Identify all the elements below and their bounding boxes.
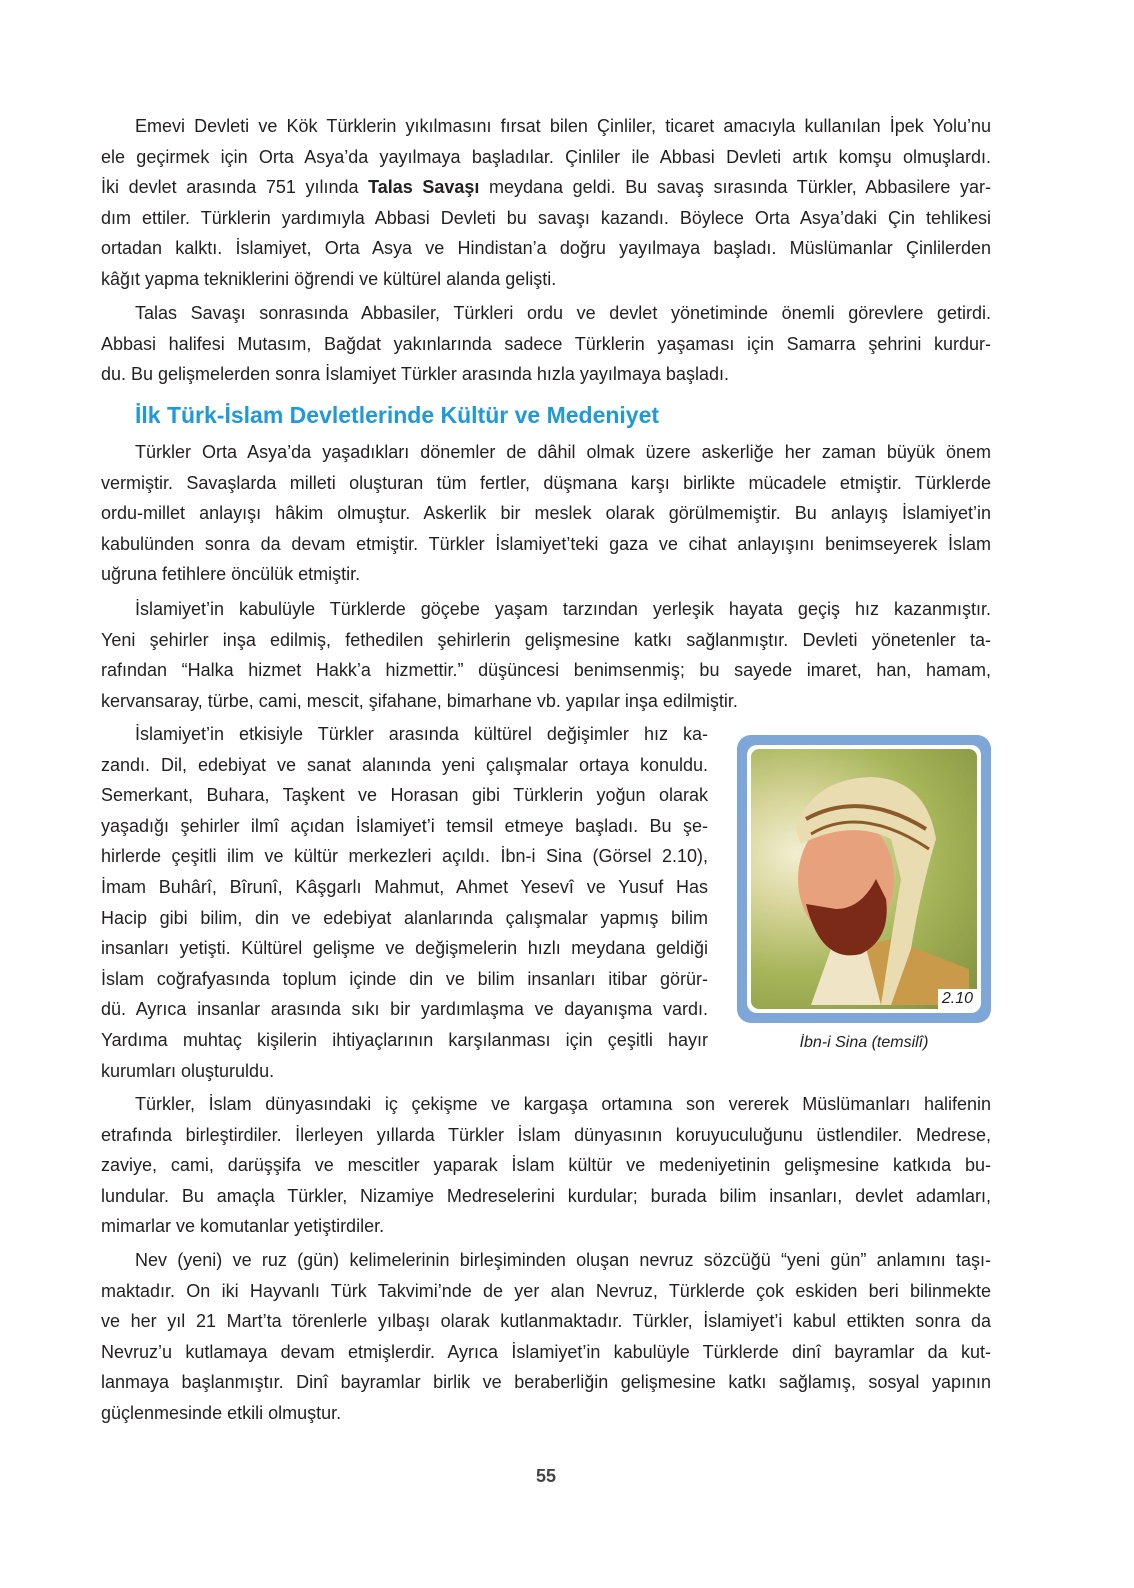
text-line: dü. Ayrıca insanlar arasında sıkı bir yardımlaşma ve dayanışma vardı. xyxy=(101,999,708,1020)
text-line: ordu-millet anlayışı hâkim olmuştur. Askerlik bir meslek olarak görülmemiştir. Bu anlayış İslamiyet’in xyxy=(101,503,991,524)
text-line: vermiştir. Savaşlarda milleti oluşturan tüm fertler, düşmana karşı birlikte mücadele etmiştir. Türklerde xyxy=(101,472,991,493)
text-line: Semerkant, Buhara, Taşkent ve Horasan gibi Türklerin yoğun olarak xyxy=(101,785,708,806)
text-line: kabulünden sonra da devam etmiştir. Türkler İslamiyet’teki gaza ve cihat anlayışını benimseyerek İslam xyxy=(101,533,991,554)
text-line: mimarlar ve komutanlar yetiştirdiler. xyxy=(101,1216,385,1237)
text-line: ortadan kalktı. İslamiyet, Orta Asya ve Hindistan’a doğru yayılmaya başladı. Müslümanlar Çinlilerden xyxy=(101,238,991,259)
text-line: hirlerde çeşitli ilim ve kültür merkezleri açıldı. İbn-i Sina (Görsel 2.10), xyxy=(101,846,708,867)
text-line: güçlenmesinde etkili olmuştur. xyxy=(101,1402,342,1423)
text-line: İslam coğrafyasında toplum içinde din ve bilim insanları itibar görür- xyxy=(101,968,708,989)
paragraph-kultur xyxy=(101,719,708,1086)
bold-term: Talas Savaşı xyxy=(368,177,480,198)
paragraph-talas xyxy=(101,111,991,295)
page-number: 55 xyxy=(535,1466,557,1486)
text-line: Talas Savaşı sonrasında Abbasiler, Türkleri ordu ve devlet yönetiminde önemli görevlere getirdi. xyxy=(135,303,991,323)
figure-caption: İbn-i Sina (temsilî) xyxy=(799,1034,929,1051)
text-line: Türkler Orta Asya’da yaşadıkları dönemler de dâhil olmak üzere askerliğe her zaman büyük önem xyxy=(135,442,991,462)
text-line: ve her yıl 21 Mart’ta törenlerle yılbaşı olarak kutlanmaktadır. Türkler, İslamiyet’i kabul ettikten sonra da xyxy=(101,1311,991,1332)
text-line: rafından “Halka hizmet Hakk’a hizmettir.” düşüncesi benimsenmiş; bu sayede imaret, han, hamam, xyxy=(101,660,991,681)
portrait-image xyxy=(751,749,977,1009)
paragraph-nevruz xyxy=(101,1245,991,1429)
text-segment: İki devlet arasında 751 yılında xyxy=(101,177,369,198)
text-line: kâğıt yapma tekniklerini öğrendi ve kültürel alanda gelişti. xyxy=(101,268,557,289)
text-line: yaşadığı şehirler ilmî açıdan İslamiyet’i temsil etmeye başladı. Bu şe- xyxy=(101,815,708,836)
text-line: İslamiyet’in etkisiyle Türkler arasında kültürel değişimler hız ka- xyxy=(135,724,708,744)
figure-number: 2.10 xyxy=(938,989,977,1009)
text-line: İslamiyet’in kabulüyle Türklerde göçebe yaşam tarzından yerleşik hayata geçiş hız kazanmıştır. xyxy=(135,599,991,619)
text-line: Yeni şehirler inşa edilmiş, fethedilen şehirlerin gelişmesine katkı sağlanmıştır. Devleti yönetenler ta- xyxy=(101,629,991,650)
paragraph-askerlik xyxy=(101,437,991,590)
text-segment: meydana geldi. Bu savaş sırasında Türkler, Abbasilere yar- xyxy=(479,177,991,198)
text-line xyxy=(101,172,991,203)
text-line: ele geçirmek için Orta Asya’da yayılmaya başladılar. Çinliler ile Abbasi Devleti artık komşu olmuşlardı. xyxy=(101,146,991,167)
text-line: zandı. Dil, edebiyat ve sanat alanında yeni çalışmalar ortaya konuldu. xyxy=(101,754,708,775)
paragraph-abbasiler xyxy=(101,298,991,390)
paragraph-yerlesik-hayat xyxy=(101,594,991,716)
text-line: etrafında birleştirdiler. İlerleyen yıllarda Türkler İslam dünyasının koruyuculuğunu üstlendiler. Medrese, xyxy=(101,1124,991,1145)
section-heading: İlk Türk-İslam Devletlerinde Kültür ve Medeniyet xyxy=(135,402,660,428)
text-line: İmam Buhârî, Bîrunî, Kâşgarlı Mahmut, Ahmet Yesevî ve Yusuf Has xyxy=(101,876,708,897)
text-line: insanları yetişti. Kültürel gelişme ve değişmelerin hızlı meydana geldiği xyxy=(101,938,708,959)
text-line: du. Bu gelişmelerden sonra İslamiyet Türkler arasında hızla yayılmaya başladı. xyxy=(101,364,729,385)
text-line: Hacip gibi bilim, din ve edebiyat alanlarında çalışmalar yapmış bilim xyxy=(101,907,708,928)
text-line: lundular. Bu amaçla Türkler, Nizamiye Medreselerini kurdular; burada bilim insanları, devlet adamları, xyxy=(101,1185,991,1206)
text-line: Emevi Devleti ve Kök Türklerin yıkılmasını fırsat bilen Çinliler, ticaret amacıyla kullanılan İpek Yolu’nu xyxy=(135,116,991,136)
text-line: uğruna fetihlere öncülük etmiştir. xyxy=(101,564,361,585)
text-line: lanmaya başlanmıştır. Dinî bayramlar birlik ve beraberliğin gelişmesine katkı sağlamış, sosyal yapının xyxy=(101,1372,991,1393)
text-line: dım ettiler. Türklerin yardımıyla Abbasi Devleti bu savaşı kazandı. Böylece Orta Asya’daki Çin tehlikesi xyxy=(101,207,991,228)
text-line: zaviye, cami, darüşşifa ve mescitler yaparak İslam kültür ve medeniyetinin gelişmesine katkıda bu- xyxy=(101,1155,991,1176)
text-line: Yardıma muhtaç kişilerin ihtiyaçlarının karşılanması için çeşitli hayır xyxy=(101,1029,708,1050)
paragraph-islam-dunyasi xyxy=(101,1089,991,1242)
text-line: Nev (yeni) ve ruz (gün) kelimelerinin birleşiminden oluşan nevruz sözcüğü “yeni gün” anlamını taşı- xyxy=(135,1250,991,1270)
text-line: Abbasi halifesi Mutasım, Bağdat yakınlarında sadece Türklerin yaşaması için Samarra şehrini kurdur- xyxy=(101,333,991,354)
text-line: kurumları oluşturuldu. xyxy=(101,1060,275,1081)
figure-ibn-i-sina xyxy=(737,735,991,1023)
text-line: kervansaray, türbe, cami, mescit, şifahane, bimarhane vb. yapılar inşa edilmiştir. xyxy=(101,690,738,711)
text-line: Türkler, İslam dünyasındaki iç çekişme ve kargaşa ortamına son vererek Müslümanları halifenin xyxy=(135,1094,991,1114)
text-line: Nevruz’u kutlamaya devam etmişlerdir. Ayrıca İslamiyet’in kabulüyle Türklerde dinî bayramlar da kut- xyxy=(101,1341,991,1362)
text-line: maktadır. On iki Hayvanlı Türk Takvimi’nde de yer alan Nevruz, Türklerde çok eskiden beri bilinmekte xyxy=(101,1280,991,1301)
